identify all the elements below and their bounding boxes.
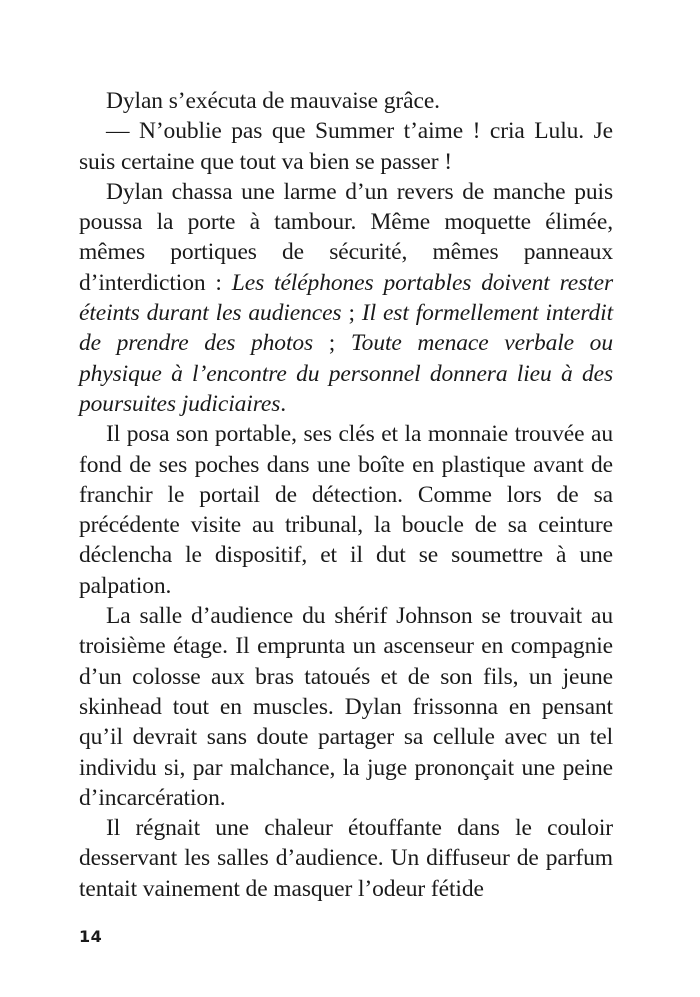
paragraph-6: Il régnait une chaleur étouffante dans le couloir desservant les salles d’audience. Un diffuseur de parfum tentait vainement de masquer l’odeur fétide <box>79 815 613 902</box>
paragraph-5: La salle d’audience du shérif Johnson se trouvait au troisième étage. Il emprunta un ascenseur en compagnie d’un colosse aux bras tatoués et de son fils, un jeune skinhead tout en muscles. Dylan frissonna en pensant qu’il devrait sans doute partager sa cellule avec un tel individu si, par malchance, la juge prononçait une peine d’incarcération. <box>79 603 613 811</box>
paragraph-3-intro: Dylan chassa une larme d’un revers de manche puis poussa la porte à tambour. Même moquette élimée, mêmes portiques de sécurité, mêmes panneaux d’interdiction : <box>79 178 613 296</box>
paragraph-1: Dylan s’exécuta de mauvaise grâce. <box>106 88 440 114</box>
separator: ; <box>313 330 351 357</box>
sign-no-threats: Toute menace verbale ou physique à l’encontre du personnel donnera lieu à des poursuites judiciaires <box>79 330 613 417</box>
page-number: 14 <box>79 927 103 946</box>
body-text <box>79 86 613 904</box>
paragraph-4: Il posa son portable, ses clés et la monnaie trouvée au fond de ses poches dans une boîte en plastique avant de franchir le portail de détection. Comme lors de sa précédente visite au tribunal, la boucle de sa ceinture déclencha le dispositif, et il dut se soumettre à une palpation. <box>79 421 613 599</box>
sign-no-photos: Il est formellement interdit de prendre des photos <box>79 300 613 357</box>
separator: ; <box>341 300 362 327</box>
paragraph-3 <box>79 177 613 419</box>
sign-phones-off: Les téléphones portables doivent rester éteints durant les audiences <box>79 269 613 327</box>
paragraph-2: — N’oublie pas que Summer t’aime ! cria Lulu. Je suis certaine que tout va bien se passer ! <box>79 118 613 175</box>
paragraph-3-end: . <box>280 390 287 417</box>
